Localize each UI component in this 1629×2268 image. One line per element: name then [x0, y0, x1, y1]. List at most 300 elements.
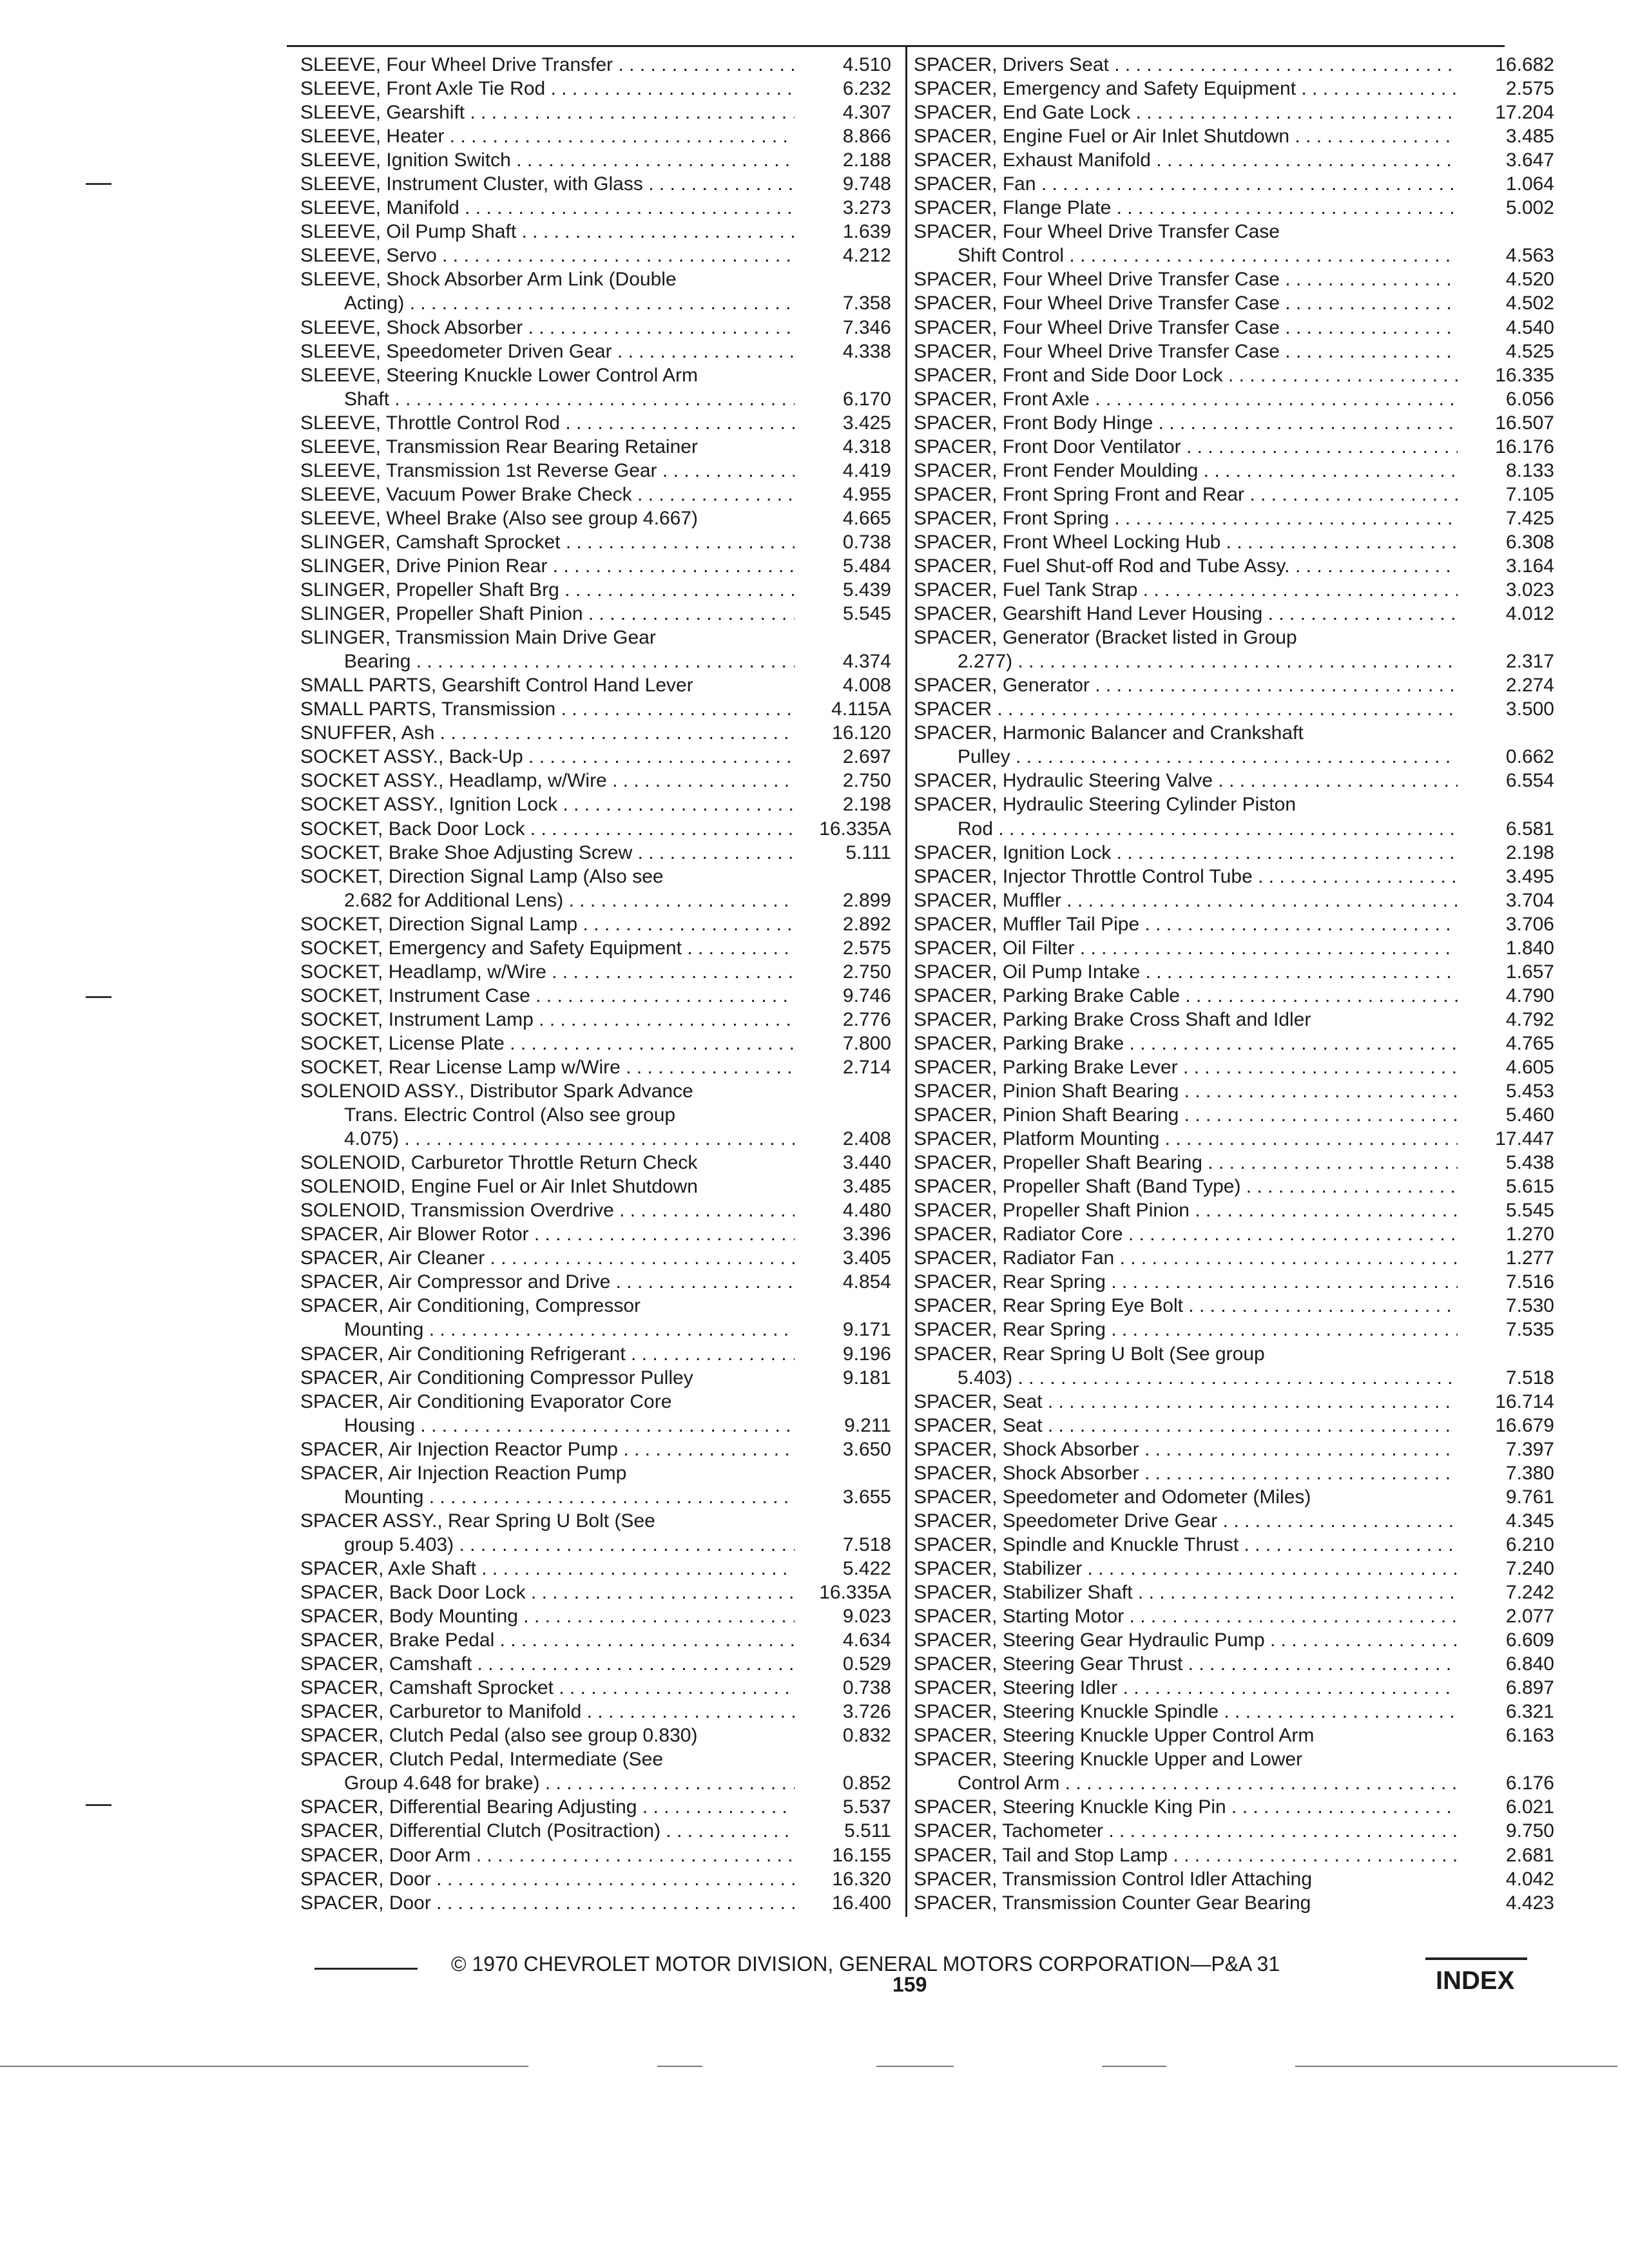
group-reference: 4.212	[842, 245, 891, 267]
group-reference: 16.335A	[819, 818, 891, 840]
group-reference: 3.425	[842, 412, 891, 434]
index-row	[300, 554, 896, 578]
index-entry: Bearing . . .	[300, 649, 795, 673]
copyright-line: © 1970 CHEVROLET MOTOR DIVISION, GENERAL MOTORS CORPORATION—P&A 31	[451, 1952, 1280, 1975]
index-row	[914, 1771, 1559, 1795]
index-entry: Shaft . . .	[300, 387, 795, 411]
index-entry: SPACER, Door . . .	[300, 1891, 795, 1915]
group-reference: 1.270	[1505, 1224, 1554, 1245]
index-entry: SPACER, Four Wheel Drive Transfer Case . . .	[914, 267, 1458, 291]
group-reference: 4.792	[1505, 1008, 1554, 1030]
group-reference: 4.665	[842, 507, 891, 529]
index-row	[914, 1103, 1559, 1127]
index-row	[914, 1390, 1559, 1414]
index-entry: SPACER, Four Wheel Drive Transfer Case . . .	[914, 316, 1458, 340]
index-entry: SPACER, Generator . . .	[914, 673, 1458, 697]
index-row	[300, 291, 896, 315]
index-entry: SPACER, End Gate Lock . . .	[914, 101, 1458, 124]
group-reference: 9.746	[842, 985, 891, 1006]
group-reference: 2.198	[1505, 841, 1554, 863]
index-row	[300, 1151, 896, 1175]
index-row	[914, 1652, 1559, 1676]
group-reference: 4.510	[842, 54, 891, 75]
index-row	[914, 889, 1559, 912]
index-row	[300, 936, 896, 960]
index-entry: SOCKET, Instrument Lamp . . .	[300, 1008, 795, 1032]
index-row	[914, 316, 1559, 340]
index-entry: SPACER, Air Conditioning, Compressor	[300, 1295, 641, 1317]
index-row	[300, 340, 896, 363]
index-entry: SPACER, Steering Gear Hydraulic Pump . . .	[914, 1628, 1458, 1652]
index-entry: SPACER, Air Blower Rotor . . .	[300, 1222, 795, 1246]
index-entry: Control Arm . . .	[914, 1771, 1458, 1795]
group-reference: 9.196	[842, 1343, 891, 1365]
index-entry: SPACER, Door . . .	[300, 1867, 795, 1891]
index-entry: SPACER . . .	[914, 697, 1458, 721]
index-entry: SPACER, Air Conditioning Refrigerant . . .	[300, 1342, 795, 1366]
index-entry: SPACER, Hydraulic Steering Cylinder Piston	[914, 794, 1296, 816]
index-row	[914, 936, 1559, 960]
group-reference: 3.495	[1505, 865, 1554, 887]
index-row	[300, 721, 896, 745]
index-row	[914, 793, 1559, 816]
index-entry: Housing . . .	[300, 1414, 795, 1437]
index-entry: SPACER, Harmonic Balancer and Crankshaft	[914, 722, 1304, 744]
group-reference: 7.380	[1505, 1462, 1554, 1484]
group-reference: 16.335A	[819, 1582, 891, 1603]
margin-tick	[86, 183, 111, 185]
index-row	[300, 267, 896, 291]
index-row	[300, 77, 896, 101]
group-reference: 5.002	[1505, 197, 1554, 219]
index-entry: SPACER, Front Spring . . .	[914, 506, 1458, 530]
group-reference: 5.545	[842, 603, 891, 625]
scan-artifact-line	[0, 2066, 528, 2067]
index-row	[914, 196, 1559, 220]
index-row	[300, 817, 896, 841]
group-reference: 4.307	[842, 102, 891, 124]
index-entry: SPACER, Gearshift Hand Lever Housing . . .	[914, 602, 1458, 626]
index-entry: SPACER, Axle Shaft . . .	[300, 1557, 795, 1581]
section-label: INDEX	[1436, 1966, 1515, 1995]
index-row	[914, 363, 1559, 387]
index-row	[914, 769, 1559, 793]
index-entry: SLEEVE, Front Axle Tie Rod . . .	[300, 77, 795, 101]
index-row	[300, 626, 896, 649]
group-reference: 4.520	[1505, 269, 1554, 291]
group-reference: 16.714	[1495, 1390, 1554, 1412]
index-row	[914, 1151, 1559, 1175]
group-reference: 16.155	[832, 1844, 891, 1866]
index-row	[300, 220, 896, 244]
group-reference: 7.425	[1505, 507, 1554, 529]
index-row	[914, 841, 1559, 865]
index-entry: SOCKET, Back Door Lock . . .	[300, 817, 795, 841]
index-entry: SLEEVE, Throttle Control Rod . . .	[300, 411, 795, 435]
margin-tick	[86, 1804, 111, 1806]
index-entry: SLEEVE, Speedometer Driven Gear . . .	[300, 340, 795, 363]
index-row	[300, 1414, 896, 1437]
group-reference: 7.346	[842, 316, 891, 338]
index-row	[300, 1533, 896, 1557]
index-entry: SPACER, Fuel Tank Strap . . .	[914, 578, 1458, 602]
index-entry: SPACER, Differential Bearing Adjusting . . .	[300, 1795, 795, 1819]
index-entry: SPACER, Oil Pump Intake . . .	[914, 960, 1458, 984]
group-reference: 4.480	[842, 1200, 891, 1222]
index-entry: SLEEVE, Gearshift . . .	[300, 101, 795, 124]
index-row	[300, 459, 896, 483]
index-row	[914, 1342, 1559, 1366]
index-entry: SLINGER, Drive Pinion Rear . . .	[300, 554, 795, 578]
group-reference: 6.056	[1505, 388, 1554, 410]
index-entry: SOLENOID, Engine Fuel or Air Inlet Shutdown	[300, 1176, 698, 1198]
index-row	[914, 1294, 1559, 1318]
group-reference: 7.530	[1505, 1295, 1554, 1317]
group-reference: 3.440	[842, 1152, 891, 1174]
index-entry: group 5.403) . . .	[300, 1533, 795, 1557]
index-row	[300, 602, 896, 626]
group-reference: 9.171	[842, 1319, 891, 1341]
index-entry: Mounting . . .	[300, 1485, 795, 1509]
index-entry: SPACER, Fan . . .	[914, 172, 1458, 196]
index-row	[300, 889, 896, 912]
group-reference: 1.840	[1505, 937, 1554, 959]
index-entry: SPACER, Back Door Lock . . .	[300, 1581, 795, 1604]
group-reference: 4.502	[1505, 293, 1554, 314]
index-row	[914, 1055, 1559, 1079]
group-reference: 9.023	[842, 1606, 891, 1628]
index-entry: SLEEVE, Steering Knuckle Lower Control Arm	[300, 364, 698, 386]
index-row	[914, 649, 1559, 673]
index-row	[914, 1437, 1559, 1461]
group-reference: 1.277	[1505, 1247, 1554, 1269]
index-entry: SPACER, Propeller Shaft Bearing . . .	[914, 1151, 1458, 1175]
index-row	[300, 530, 896, 554]
group-reference: 9.211	[844, 1414, 891, 1436]
index-row	[914, 530, 1559, 554]
index-row	[914, 1747, 1559, 1771]
index-entry: SOCKET ASSY., Ignition Lock . . .	[300, 793, 795, 816]
group-reference: 6.163	[1505, 1725, 1554, 1747]
group-reference: 17.204	[1495, 102, 1554, 124]
index-row	[914, 1724, 1559, 1747]
index-row	[914, 220, 1559, 244]
index-entry: SPACER, Tachometer . . .	[914, 1819, 1458, 1843]
index-entry: SPACER, Muffler Tail Pipe . . .	[914, 912, 1458, 936]
group-reference: 3.273	[842, 197, 891, 219]
index-row	[914, 1079, 1559, 1103]
index-row	[300, 1055, 896, 1079]
group-reference: 3.023	[1505, 579, 1554, 601]
group-reference: 7.516	[1505, 1271, 1554, 1293]
group-reference: 2.776	[842, 1008, 891, 1030]
group-reference: 2.892	[842, 913, 891, 935]
index-row	[914, 435, 1559, 459]
group-reference: 5.537	[842, 1796, 891, 1818]
index-row	[300, 960, 896, 984]
group-reference: 7.535	[1505, 1319, 1554, 1341]
group-reference: 4.525	[1505, 340, 1554, 362]
group-reference: 4.854	[842, 1271, 891, 1293]
group-reference: 2.575	[1505, 78, 1554, 100]
index-entry: Pulley . . .	[914, 745, 1458, 769]
group-reference: 9.761	[1505, 1486, 1554, 1508]
index-row	[914, 291, 1559, 315]
index-entry: SPACER, Stabilizer . . .	[914, 1557, 1458, 1581]
group-reference: 6.308	[1505, 531, 1554, 553]
group-reference: 7.240	[1505, 1557, 1554, 1579]
index-entry: SPACER, Brake Pedal . . .	[300, 1628, 795, 1652]
top-rule	[287, 45, 1505, 47]
index-row	[300, 1461, 896, 1485]
index-row	[914, 1795, 1559, 1819]
group-reference: 7.105	[1505, 483, 1554, 505]
index-entry: Rod . . .	[914, 817, 1458, 841]
index-row	[914, 1246, 1559, 1270]
index-row	[300, 1390, 896, 1414]
index-entry: SPACER, Air Cleaner . . .	[300, 1246, 795, 1270]
index-entry: SPACER, Clutch Pedal, Intermediate (See	[300, 1749, 664, 1771]
group-reference: 3.647	[1505, 149, 1554, 171]
index-row	[300, 363, 896, 387]
group-reference: 5.511	[844, 1820, 891, 1842]
index-column-right	[914, 53, 1559, 1915]
index-entry: SPACER, Parking Brake . . .	[914, 1032, 1458, 1055]
group-reference: 5.439	[842, 579, 891, 601]
index-row	[914, 459, 1559, 483]
group-reference: 6.021	[1505, 1796, 1554, 1818]
index-row	[300, 244, 896, 267]
index-row	[300, 1008, 896, 1032]
index-entry: SPACER, Injector Throttle Control Tube . . .	[914, 865, 1458, 889]
index-row	[914, 1581, 1559, 1604]
index-row	[914, 1509, 1559, 1533]
index-row	[914, 124, 1559, 148]
index-row	[300, 1724, 896, 1747]
index-row	[300, 649, 896, 673]
index-row	[914, 1867, 1559, 1891]
index-row	[300, 316, 896, 340]
index-entry: SPACER, Front Axle . . .	[914, 387, 1458, 411]
index-row	[914, 1366, 1559, 1390]
index-row	[914, 1533, 1559, 1557]
index-row	[914, 745, 1559, 769]
group-reference: 4.955	[842, 483, 891, 505]
margin-tick	[86, 996, 111, 998]
index-entry: SPACER, Parking Brake Cross Shaft and Idler	[914, 1008, 1311, 1030]
group-reference: 1.639	[842, 221, 891, 243]
index-entry: SLEEVE, Vacuum Power Brake Check . . .	[300, 483, 795, 506]
index-entry: SPACER, Transmission Control Idler Attaching	[914, 1868, 1313, 1890]
index-entry: SPACER, Ignition Lock . . .	[914, 841, 1458, 865]
index-row	[300, 1342, 896, 1366]
index-entry: SPACER, Speedometer Drive Gear . . .	[914, 1509, 1458, 1533]
group-reference: 0.832	[842, 1725, 891, 1747]
index-entry: SPACER, Differential Clutch (Positraction) . . .	[300, 1819, 795, 1843]
index-row	[914, 53, 1559, 77]
index-entry: SOCKET, Instrument Case . . .	[300, 984, 795, 1008]
index-row	[914, 984, 1559, 1008]
group-reference: 4.634	[842, 1629, 891, 1651]
index-row	[300, 172, 896, 196]
group-reference: 2.750	[842, 770, 891, 792]
index-entry: SPACER, Starting Motor . . .	[914, 1604, 1458, 1628]
index-entry: SPACER, Rear Spring Eye Bolt . . .	[914, 1294, 1458, 1318]
index-entry: SPACER, Pinion Shaft Bearing . . .	[914, 1103, 1458, 1127]
index-row	[914, 554, 1559, 578]
group-reference: 3.164	[1505, 555, 1554, 577]
index-entry: SPACER, Radiator Fan . . .	[914, 1246, 1458, 1270]
index-entry: SLINGER, Camshaft Sprocket . . .	[300, 530, 795, 554]
group-reference: 6.210	[1505, 1533, 1554, 1555]
index-row	[300, 1604, 896, 1628]
group-reference: 2.408	[842, 1128, 891, 1150]
group-reference: 4.423	[1505, 1892, 1554, 1914]
index-row	[300, 1485, 896, 1509]
index-row	[914, 1604, 1559, 1628]
index-entry: SOCKET, Rear License Lamp w/Wire . . .	[300, 1055, 795, 1079]
index-entry: SOCKET ASSY., Headlamp, w/Wire . . .	[300, 769, 795, 793]
group-reference: 4.318	[842, 436, 891, 457]
index-entry: SPACER, Four Wheel Drive Transfer Case . . .	[914, 291, 1458, 315]
index-row	[300, 1437, 896, 1461]
group-reference: 4.115A	[831, 698, 891, 720]
index-row	[300, 1628, 896, 1652]
index-row	[300, 483, 896, 506]
index-entry: SLEEVE, Wheel Brake (Also see group 4.667)	[300, 507, 698, 529]
group-reference: 1.657	[1505, 961, 1554, 983]
index-row	[914, 483, 1559, 506]
index-row	[914, 1461, 1559, 1485]
group-reference: 4.345	[1505, 1510, 1554, 1532]
group-reference: 3.500	[1505, 698, 1554, 720]
index-row	[914, 626, 1559, 649]
group-reference: 2.714	[842, 1056, 891, 1078]
index-entry: SOLENOID, Carburetor Throttle Return Check	[300, 1152, 698, 1174]
group-reference: 16.679	[1495, 1414, 1554, 1436]
index-entry: SPACER, Steering Idler . . .	[914, 1676, 1458, 1700]
group-reference: 4.765	[1505, 1032, 1554, 1054]
index-row	[914, 1485, 1559, 1509]
index-entry: SPACER, Shock Absorber . . .	[914, 1461, 1458, 1485]
index-entry: SPACER, Propeller Shaft Pinion . . .	[914, 1198, 1458, 1222]
group-reference: 3.485	[842, 1176, 891, 1198]
group-reference: 6.897	[1505, 1677, 1554, 1699]
index-row	[914, 865, 1559, 889]
index-entry: SMALL PARTS, Transmission . . .	[300, 697, 795, 721]
group-reference: 8.133	[1505, 459, 1554, 481]
index-row	[300, 984, 896, 1008]
index-row	[300, 865, 896, 889]
group-reference: 2.681	[1505, 1844, 1554, 1866]
index-entry: Mounting . . .	[300, 1318, 795, 1341]
index-entry: SPACER, Rear Spring . . .	[914, 1318, 1458, 1341]
index-entry: SPACER, Air Conditioning Compressor Pulley	[300, 1367, 693, 1389]
index-row	[914, 1700, 1559, 1724]
index-row	[914, 1676, 1559, 1700]
index-entry: SPACER, Spindle and Knuckle Thrust . . .	[914, 1533, 1458, 1557]
index-row	[300, 1700, 896, 1724]
group-reference: 5.111	[845, 841, 891, 863]
index-entry: SOCKET, Direction Signal Lamp . . .	[300, 912, 795, 936]
index-entry: SPACER, Transmission Counter Gear Bearing	[914, 1892, 1311, 1914]
group-reference: 0.852	[842, 1773, 891, 1794]
group-reference: 5.484	[842, 555, 891, 577]
group-reference: 16.507	[1495, 412, 1554, 434]
index-row	[914, 697, 1559, 721]
group-reference: 4.605	[1505, 1056, 1554, 1078]
index-entry: SLINGER, Propeller Shaft Pinion . . .	[300, 602, 795, 626]
index-column-left	[300, 53, 896, 1915]
index-entry: SPACER, Platform Mounting . . .	[914, 1127, 1458, 1151]
group-reference: 16.120	[832, 722, 891, 744]
group-reference: 0.738	[842, 1677, 891, 1699]
index-entry: SPACER, Tail and Stop Lamp . . .	[914, 1843, 1458, 1867]
index-entry: SLEEVE, Transmission 1st Reverse Gear . . .	[300, 459, 795, 483]
index-row	[300, 1843, 896, 1867]
group-reference: 2.697	[842, 746, 891, 768]
index-row	[300, 148, 896, 172]
index-entry: SPACER, Seat . . .	[914, 1414, 1458, 1437]
index-row	[914, 912, 1559, 936]
group-reference: 5.460	[1505, 1104, 1554, 1126]
index-row	[300, 1867, 896, 1891]
group-reference: 6.609	[1505, 1629, 1554, 1651]
index-entry: SPACER, Steering Knuckle Spindle . . .	[914, 1700, 1458, 1724]
group-reference: 16.176	[1495, 436, 1554, 457]
group-reference: 2.899	[842, 889, 891, 911]
group-reference: 8.866	[842, 126, 891, 148]
index-row	[300, 1079, 896, 1103]
index-entry: SLEEVE, Oil Pump Shaft . . .	[300, 220, 795, 244]
index-entry: SLEEVE, Shock Absorber Arm Link (Double	[300, 269, 677, 291]
index-row	[914, 77, 1559, 101]
group-reference: 4.008	[842, 675, 891, 697]
index-entry: SPACER, Carburetor to Manifold . . .	[300, 1700, 795, 1724]
index-row	[300, 1246, 896, 1270]
scan-artifact-line	[657, 2066, 702, 2067]
index-row	[300, 101, 896, 124]
group-reference: 2.274	[1505, 675, 1554, 697]
index-entry: SPACER, Camshaft . . .	[300, 1652, 795, 1676]
index-entry: SPACER, Four Wheel Drive Transfer Case	[914, 221, 1280, 243]
index-entry: SPACER, Rear Spring . . .	[914, 1270, 1458, 1294]
group-reference: 9.750	[1505, 1820, 1554, 1842]
index-row	[914, 721, 1559, 745]
index-row	[300, 1652, 896, 1676]
index-row	[300, 1581, 896, 1604]
index-row	[914, 1628, 1559, 1652]
index-entry: SLINGER, Propeller Shaft Brg . . .	[300, 578, 795, 602]
index-entry: SPACER, Front and Side Door Lock . . .	[914, 363, 1458, 387]
group-reference: 6.170	[842, 388, 891, 410]
index-row	[300, 793, 896, 816]
index-row	[914, 340, 1559, 363]
index-entry: SPACER, Steering Knuckle Upper and Lower	[914, 1749, 1303, 1771]
index-entry: 5.403) . . .	[914, 1366, 1458, 1390]
index-row	[300, 435, 896, 459]
index-entry: SMALL PARTS, Gearshift Control Hand Lever	[300, 675, 693, 697]
index-entry: SOLENOID ASSY., Distributor Spark Advance	[300, 1081, 693, 1102]
index-entry: SPACER, Steering Knuckle Upper Control Arm	[914, 1725, 1315, 1747]
index-entry: SLINGER, Transmission Main Drive Gear	[300, 627, 656, 649]
index-entry: SPACER ASSY., Rear Spring U Bolt (See	[300, 1510, 655, 1532]
index-row	[914, 1198, 1559, 1222]
group-reference: 3.405	[842, 1247, 891, 1269]
index-entry: SPACER, Air Injection Reaction Pump	[300, 1462, 627, 1484]
index-row	[914, 1318, 1559, 1341]
index-row	[300, 912, 896, 936]
